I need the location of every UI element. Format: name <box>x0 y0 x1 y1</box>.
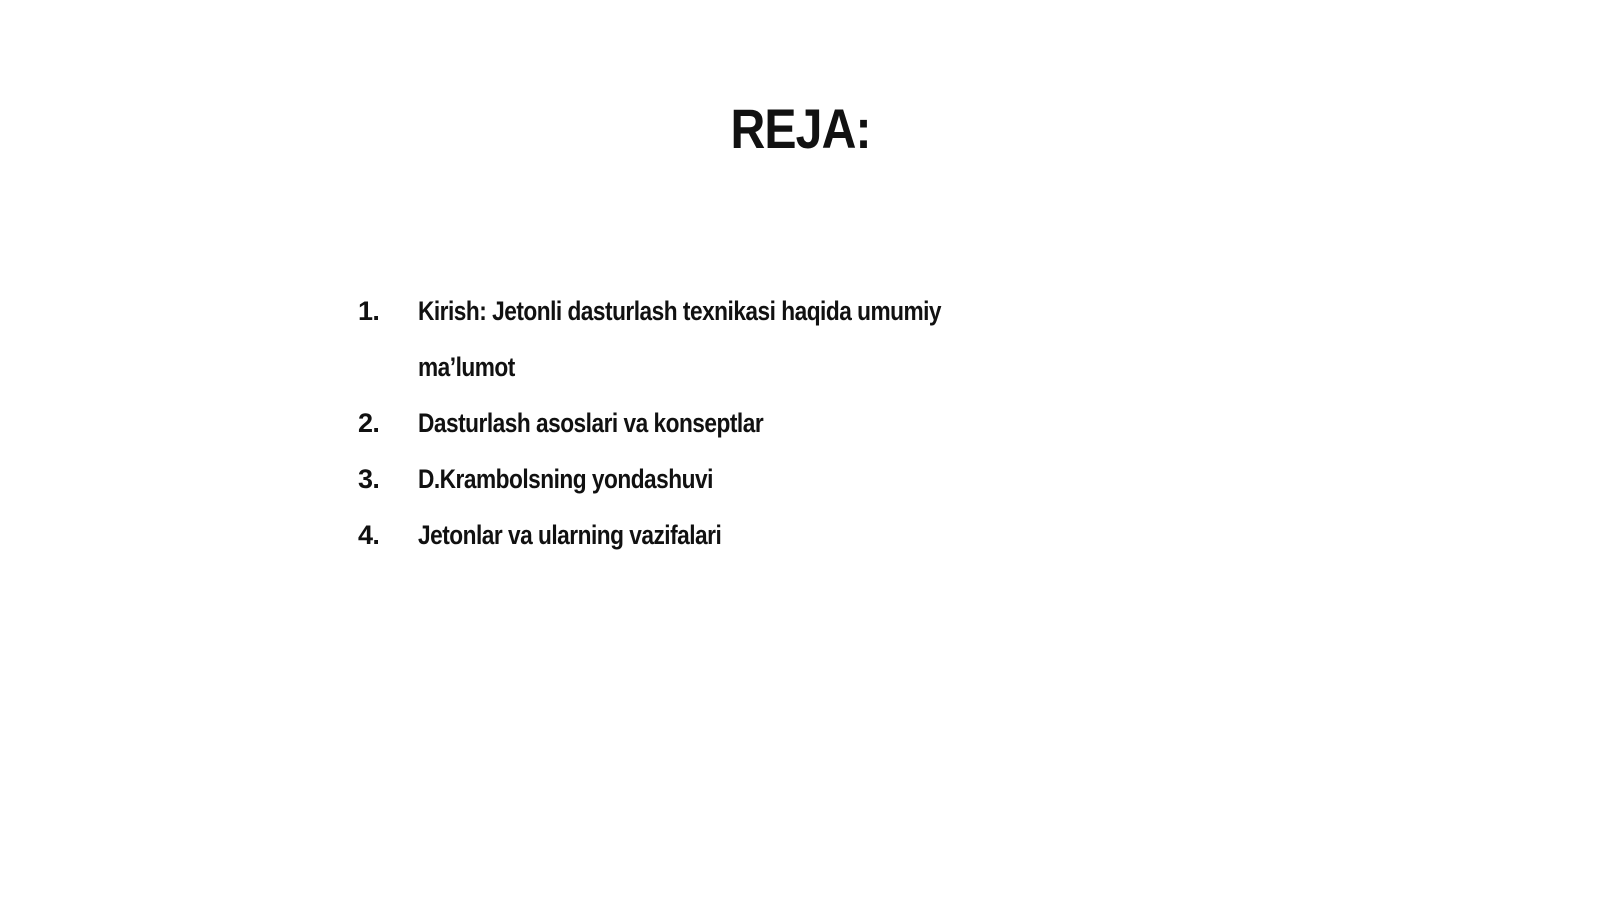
outline-item-2 <box>358 395 1058 451</box>
item-number: 3. <box>358 464 380 494</box>
item-text-line: D.Krambolsning yondashuvi <box>418 464 713 494</box>
item-text-line: Dasturlash asoslari va konseptlar <box>418 408 764 438</box>
slide-title: REJA: <box>730 97 871 160</box>
outline-list <box>358 283 1058 563</box>
item-text-line: ma’lumot <box>418 352 515 382</box>
item-number: 4. <box>358 520 380 550</box>
item-text-line: Jetonlar va ularning vazifalari <box>418 520 722 550</box>
outline-item-1 <box>358 283 1058 395</box>
item-number: 2. <box>358 408 380 438</box>
item-text-line: Kirish: Jetonli dasturlash texnikasi haqida umumiy <box>418 296 942 326</box>
outline-item-4 <box>358 507 1058 563</box>
outline-item-3 <box>358 451 1058 507</box>
item-number: 1. <box>358 296 380 326</box>
